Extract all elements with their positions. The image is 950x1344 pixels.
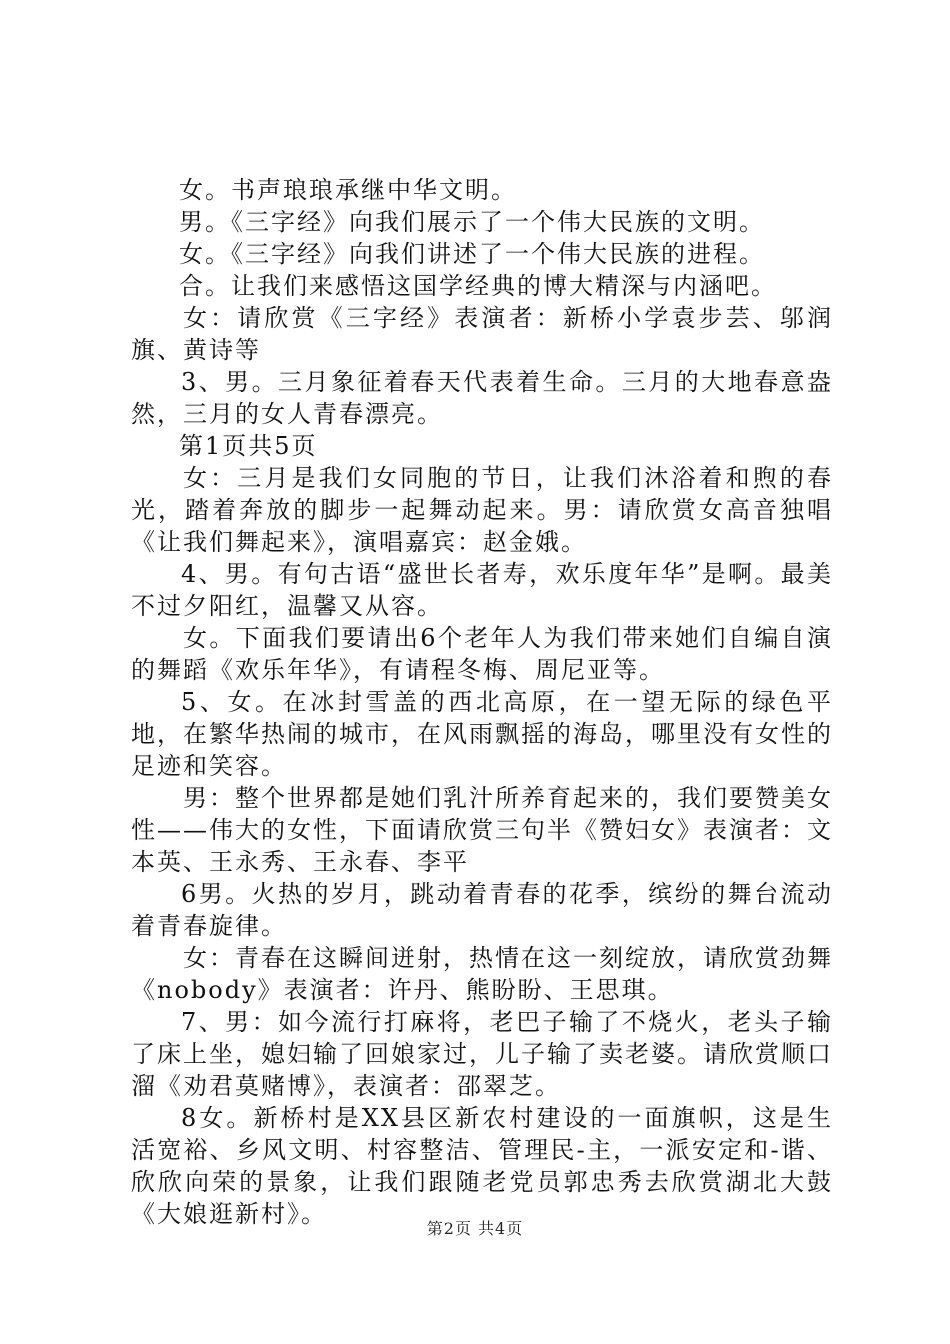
paragraph: 男：整个世界都是她们乳汁所养育起来的，我们要赞美女性——伟大的女性，下面请欣赏三句半《赞妇女》表演者：文本英、王永秀、王永春、李平 — [131, 784, 833, 876]
paragraph: 女：请欣赏《三字经》表演者：新桥小学袁步芸、邬润旗、黄诗等 — [131, 304, 833, 364]
paragraph: 合。让我们来感悟这国学经典的博大精深与内涵吧。 — [179, 272, 777, 300]
document-body — [131, 174, 833, 1230]
paragraph: 女。书声琅琅承继中华文明。 — [179, 176, 517, 204]
paragraph: 3、男。三月象征着春天代表着生命。三月的大地春意盎然，三月的女人青春漂亮。 — [131, 368, 833, 428]
paragraph: 女：三月是我们女同胞的节日，让我们沐浴着和煦的春光，踏着奔放的脚步一起舞动起来。男：请欣赏女高音独唱《让我们舞起来》，演唱嘉宾：赵金娥。 — [131, 464, 833, 556]
inline-page-marker: 第1页共5页 — [179, 432, 318, 460]
paragraph: 6男。火热的岁月，跳动着青春的花季，缤纷的舞台流动着青春旋律。 — [131, 880, 833, 940]
paragraph: 男。《三字经》向我们展示了一个伟大民族的文明。 — [179, 208, 765, 236]
paragraph: 4、男。有句古语“盛世长者寿，欢乐度年华”是啊。最美不过夕阳红，温馨又从容。 — [131, 560, 833, 620]
paragraph: 7、男：如今流行打麻将，老巴子输了不烧火，老头子输了床上坐，媳妇输了回娘家过，儿子输了卖老婆。请欣赏顺口溜《劝君莫赌博》，表演者：邵翠芝。 — [131, 1008, 833, 1100]
paragraph: 5、女。在冰封雪盖的西北高原，在一望无际的绿色平地，在繁华热闹的城市，在风雨飘摇的海岛，哪里没有女性的足迹和笑容。 — [131, 688, 833, 780]
paragraph: 8女。新桥村是XX县区新农村建设的一面旗帜，这是生活宽裕、乡风文明、村容整洁、管理民-主，一派安定和-谐、欣欣向荣的景象，让我们跟随老党员郭忠秀去欣赏湖北大鼓《大娘逛新村》。 — [131, 1104, 833, 1228]
paragraph: 女。下面我们要请出6个老年人为我们带来她们自编自演的舞蹈《欢乐年华》，有请程冬梅、周尼亚等。 — [131, 624, 833, 684]
page-footer: 第2页 共4页 — [426, 1219, 524, 1238]
paragraph: 女。《三字经》向我们讲述了一个伟大民族的进程。 — [179, 240, 765, 268]
paragraph: 女：青春在这瞬间迸射，热情在这一刻绽放，请欣赏劲舞《nobody》表演者：许丹、熊盼盼、王思琪。 — [131, 944, 833, 1004]
